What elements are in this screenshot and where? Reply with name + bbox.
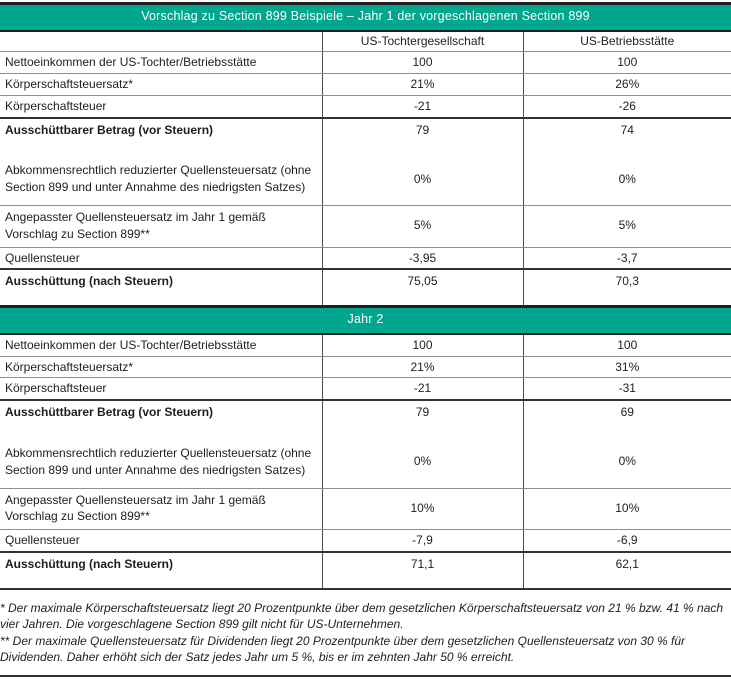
row-label: Abkommensrechtlich reduzierter Quellensteuersatz (ohne Section 899 und unter Annahme des niedrigsten Satzes) [0,436,322,488]
row-label: Quellensteuer [5,250,80,265]
column-header-tochtergesellschaft: US-Tochtergesellschaft [322,31,523,52]
table-row [0,356,731,378]
row-value: 10% [523,488,731,530]
row-label: Angepasster Quellensteuersatz im Jahr 1 gemäß Vorschlag zu Section 899** [0,488,322,530]
column-header-betriebsstaette: US-Betriebsstätte [523,31,731,52]
row-value: 70,3 [523,269,731,305]
table-row-summary [0,118,731,154]
row-value: 100 [523,52,731,74]
row-value: 5% [523,206,731,248]
row-value: -26 [523,95,731,117]
row-value: 69 [523,400,731,436]
row-value: 74 [523,118,731,154]
footnote-1: * Der maximale Körperschaftsteuersatz liegt 20 Prozentpunkte über dem gesetzlichen Körperschaftsteuersatz von 21 % bzw. 41 % nach vier Jahren. Die vorgeschlagene Section 899 gilt nicht für US-Unternehmen. [0,600,724,632]
row-value: 100 [322,334,523,356]
row-value: 0% [322,436,523,488]
row-value: 21% [322,74,523,96]
row-label: Körperschaftsteuer [5,381,107,396]
row-value: 26% [523,74,731,96]
table-row [0,334,731,356]
row-value: 75,05 [322,269,523,305]
table-title: Vorschlag zu Section 899 Beispiele – Jahr 1 der vorgeschlagenen Section 899 [0,4,731,31]
table-row [0,52,731,74]
row-value: -3,95 [322,247,523,269]
row-value: 31% [523,356,731,378]
row-label: Angepasster Quellensteuersatz im Jahr 1 gemäß Vorschlag zu Section 899** [0,206,322,248]
row-label: Ausschüttbarer Betrag (vor Steuern) [0,118,322,154]
row-value: -7,9 [322,530,523,552]
table-row [0,436,731,488]
table-section-year1 [0,2,731,305]
table-row [0,153,731,205]
row-value: -3,7 [523,247,731,269]
row-label: Nettoeinkommen der US-Tochter/Betriebsstätte [0,334,322,356]
row-value: -31 [523,378,731,400]
row-label: Ausschüttung (nach Steuern) [0,552,322,589]
table-row [0,74,731,96]
row-label: Ausschüttung (nach Steuern) [0,269,322,305]
footnotes [0,600,731,666]
table-row [0,488,731,530]
row-value: 79 [322,400,523,436]
table-title-bar-year2 [0,307,731,334]
row-value: 100 [523,334,731,356]
row-label: Abkommensrechtlich reduzierter Quellensteuersatz (ohne Section 899 und unter Annahme des niedrigsten Satzes) [0,153,322,205]
table-row-summary [0,400,731,436]
row-value: 0% [523,436,731,488]
table-row [0,206,731,248]
footnote-2: ** Der maximale Quellensteuersatz für Dividenden liegt 20 Prozentpunkte über dem gesetzlichen Quellensteuersatz von 30 % für Dividenden. Daher erhöht sich der Satz jedes Jahr um 5 %, bis er im zehnten Jahr 50 % erreicht. [0,633,686,665]
table-title: Jahr 2 [0,307,731,334]
row-value: 100 [322,52,523,74]
row-value: 79 [322,118,523,154]
row-label: Ausschüttbarer Betrag (vor Steuern) [0,400,322,436]
row-value: 0% [322,153,523,205]
row-label: Körperschaftsteuer [5,98,107,113]
table-row [0,247,731,269]
row-value: 21% [322,356,523,378]
table-section-year2 [0,305,731,589]
row-value: 5% [322,206,523,248]
row-value: 0% [523,153,731,205]
column-header-row [0,31,731,52]
table-row-summary [0,269,731,305]
row-value: 62,1 [523,552,731,589]
row-value: -21 [322,378,523,400]
table-row-summary [0,552,731,589]
table-row [0,95,731,117]
bottom-rule [0,675,731,677]
row-label: Körperschaftsteuersatz* [0,356,322,378]
row-value: 71,1 [322,552,523,589]
row-value: -6,9 [523,530,731,552]
table-row [0,530,731,552]
table-row [0,378,731,400]
row-value: 10% [322,488,523,530]
row-label: Nettoeinkommen der US-Tochter/Betriebsstätte [0,52,322,74]
column-header-spacer [0,31,322,52]
row-label: Quellensteuer [5,533,80,548]
table-title-bar-year1 [0,4,731,31]
row-value: -21 [322,95,523,117]
row-label: Körperschaftsteuersatz* [0,74,322,96]
